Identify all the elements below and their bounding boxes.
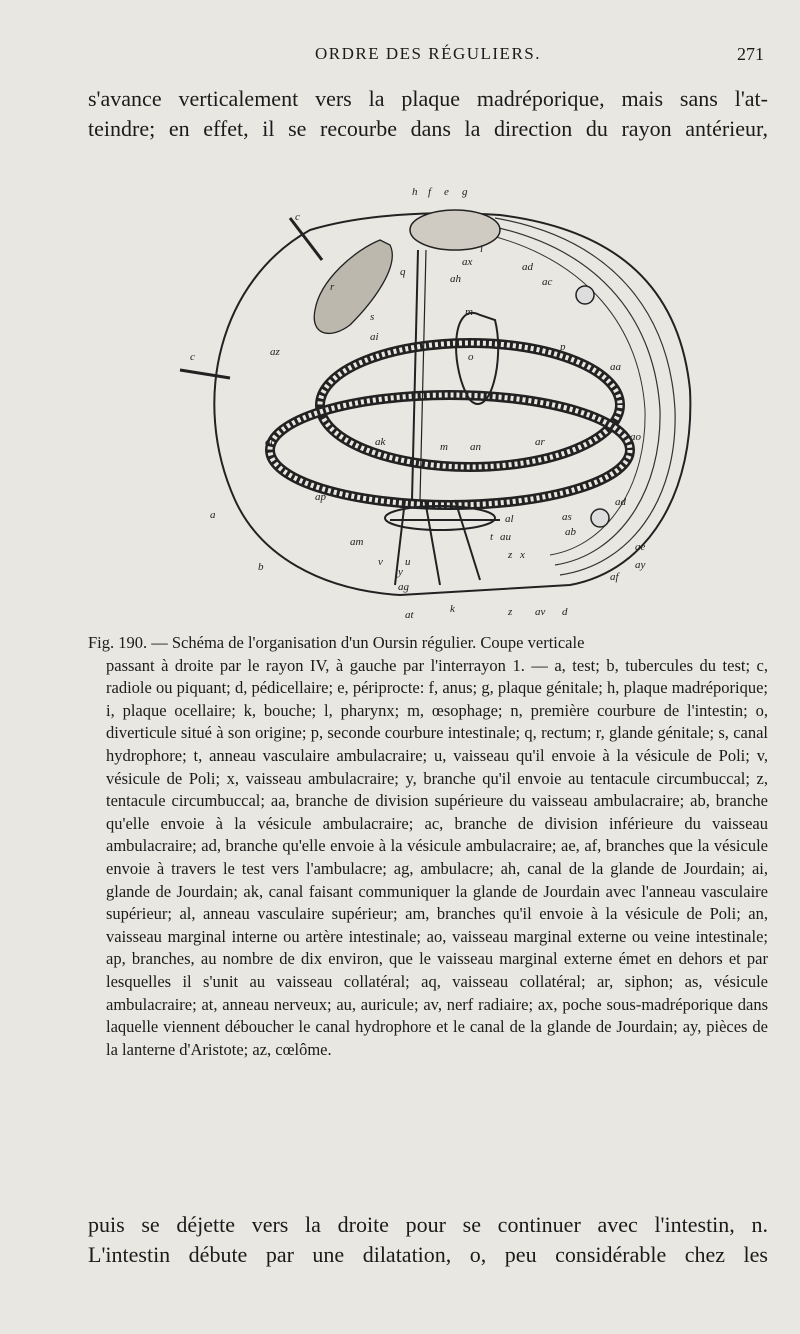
figure-caption: [88, 632, 768, 1061]
svg-text:z: z: [508, 606, 513, 618]
svg-text:ag: ag: [398, 581, 409, 593]
svg-text:ay: ay: [635, 559, 646, 571]
text-line: teindre; en effet, il se recourbe dans la direction du rayon antérieur,: [88, 116, 768, 141]
svg-text:g: g: [462, 186, 468, 198]
body-text-bottom: [88, 1210, 768, 1270]
svg-text:ab: ab: [565, 526, 576, 538]
svg-text:v: v: [378, 556, 383, 568]
svg-text:ac: ac: [542, 276, 553, 288]
running-title: ORDRE DES RÉGULIERS.: [315, 44, 541, 63]
svg-text:ad: ad: [615, 496, 626, 508]
body-text-top: [88, 84, 768, 144]
caption-text: passant à droite par le rayon IV, à gauche par l'interrayon 1. — a, test; b, tubercules du test; c, radiole ou piquant; d, pédicellaire; e, périprocte: f, anus; g, plaque génitale; h, plaque madréporique; i, plaque ocellaire; k, bouche; l, pharynx; m, œsophage; n, première courbure de l'intestin; o, diverticule situé à son origine; p, seconde courbure intestinale; q, rectum; r, glande génitale; s, canal hydrophore; t, anneau vasculaire ambulacraire; u, vaisseau qu'il envoie à la vésicule de Poli; v, vésicule de Poli; x, vaisseau ambulacraire; y, branche qu'il envoie au tentacule circumbuccal; z, tentacule circumbuccal; aa, branche de division supérieure du vaisseau ambulacraire; ab, branche qu'elle envoie à la vésicule ambulacraire; ac, branche de division inférieure du vaisseau ambulacraire; ad, branche qu'elle envoie à la vésicule ambulacraire; ae, af, branches que la vésicule envoie à travers le test vers l'ambulacre; ag, ambulacre; ah, canal de la glande de Jourdain; ai, glande de Jourdain; ak, canal faisant communiquer la glande de Jourdain avec l'anneau vasculaire supérieur; al, anneau vasculaire supérieur; am, branches qu'il envoie à la vésicule de Poli; an, vaisseau marginal interne ou artère intestinale; ao, vaisseau marginal externe ou veine intestinale; ap, branches, au nombre de dix environ, que le vaisseau marginal externe émet en dehors et par lesquelles il s'unit au vaisseau collatéral; aq, vaisseau collatéral; ar, siphon; as, vésicule ambulacraire; at, anneau nerveux; au, auricule; av, nerf radiaire; ax, poche sous-madréporique dans laquelle viennent déboucher le canal hydrophore et le canal de la glande de Jourdain; ay, pièces de la lanterne d'Aristote; az, cœlôme.: [106, 655, 768, 1059]
svg-text:au: au: [500, 531, 511, 543]
svg-text:m: m: [465, 306, 473, 318]
svg-text:m: m: [440, 441, 448, 453]
svg-text:e: e: [444, 186, 449, 198]
svg-text:ai: ai: [370, 331, 379, 343]
svg-text:an: an: [470, 441, 481, 453]
svg-text:f: f: [428, 186, 432, 198]
svg-text:t: t: [490, 531, 494, 543]
svg-text:z: z: [508, 549, 513, 561]
svg-text:c: c: [295, 211, 300, 223]
svg-text:at: at: [405, 609, 414, 621]
svg-text:ah: ah: [450, 273, 461, 285]
svg-text:s: s: [370, 311, 375, 323]
svg-text:k: k: [450, 603, 455, 615]
svg-text:b: b: [258, 561, 264, 573]
svg-text:ad: ad: [522, 261, 533, 273]
svg-text:as: as: [562, 511, 572, 523]
text-line: s'avance verticalement vers la plaque madréporique, mais sans l'at-: [88, 86, 768, 111]
figure-svg: [150, 170, 710, 630]
svg-text:d: d: [562, 606, 568, 618]
page-header: [88, 44, 768, 70]
svg-text:aq: aq: [265, 436, 276, 448]
svg-text:c: c: [190, 351, 195, 363]
svg-text:y: y: [398, 566, 403, 578]
svg-text:a: a: [210, 509, 216, 521]
svg-text:ae: ae: [635, 541, 646, 553]
svg-text:ao: ao: [630, 431, 641, 443]
svg-text:af: af: [610, 571, 619, 583]
page-number: 271: [737, 44, 764, 64]
svg-text:u: u: [405, 556, 411, 568]
svg-text:az: az: [270, 346, 280, 358]
text-line: puis se déjette vers la droite pour se continuer avec l'intestin, n.: [88, 1212, 768, 1237]
svg-text:h: h: [412, 186, 418, 198]
svg-text:i: i: [480, 243, 484, 255]
svg-text:p: p: [560, 341, 566, 353]
sea-urchin-diagram: [150, 170, 710, 630]
caption-lead: Fig. 190. — Schéma de l'organisation d'un Oursin régulier. Coupe verticale: [88, 633, 585, 652]
text-line: L'intestin débute par une dilatation, o, peu considérable chez les: [88, 1242, 768, 1267]
svg-text:ax: ax: [462, 256, 473, 268]
svg-text:ak: ak: [375, 436, 386, 448]
svg-text:ap: ap: [315, 491, 326, 503]
svg-text:ar: ar: [535, 436, 545, 448]
svg-text:av: av: [535, 606, 546, 618]
svg-text:am: am: [350, 536, 364, 548]
svg-text:q: q: [400, 266, 406, 278]
svg-text:r: r: [330, 281, 335, 293]
svg-text:al: al: [505, 513, 514, 525]
svg-text:o: o: [468, 351, 474, 363]
svg-text:aa: aa: [610, 361, 621, 373]
svg-text:x: x: [520, 549, 525, 561]
